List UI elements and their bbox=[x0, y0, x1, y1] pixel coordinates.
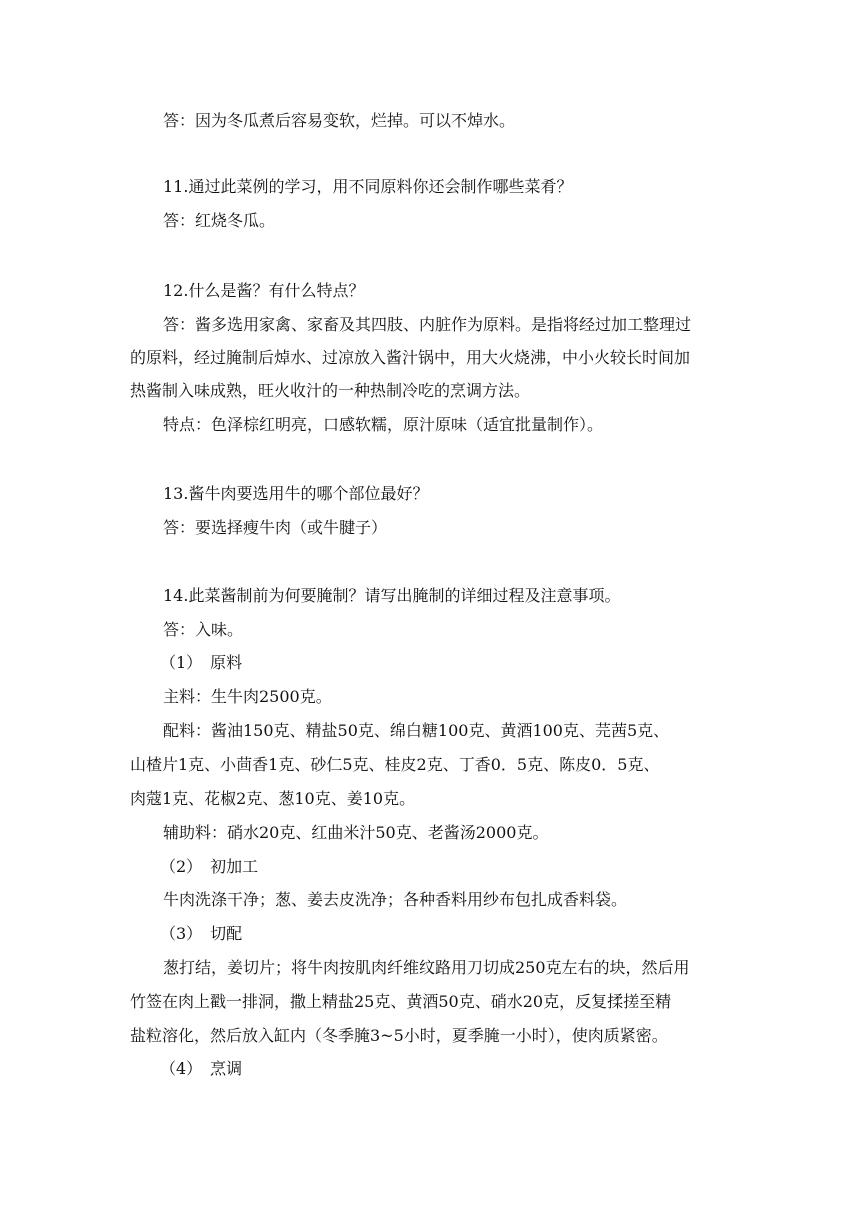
section-heading-1: （1） 原料 bbox=[160, 653, 243, 672]
cutting-line-1: 葱打结，姜切片；将牛肉按肌肉纤维纹路用刀切成250克左右的块，然后用 bbox=[163, 958, 690, 977]
question-14: 14.此菜酱制前为何要腌制？请写出腌制的详细过程及注意事项。 bbox=[163, 586, 621, 605]
cutting-line-2: 竹签在肉上戳一排洞，撒上精盐25克、黄酒50克、硝水20克，反复揉搓至精 bbox=[130, 992, 672, 1011]
answer-14: 答：入味。 bbox=[163, 620, 244, 639]
preprocessing-text: 牛肉洗涤干净；葱、姜去皮洗净；各种香料用纱布包扎成香料袋。 bbox=[163, 890, 628, 909]
answer-10: 答：因为冬瓜煮后容易变软，烂掉。可以不焯水。 bbox=[163, 111, 516, 130]
question-11: 11.通过此菜例的学习，用不同原料你还会制作哪些菜肴？ bbox=[163, 177, 573, 196]
answer-12-line-2: 的原料，经过腌制后焯水、过凉放入酱汁锅中，用大火烧沸，中小火较长时间加 bbox=[130, 348, 691, 367]
main-ingredient: 主料：生牛肉2500克。 bbox=[163, 687, 332, 706]
question-13: 13.酱牛肉要选用牛的哪个部位最好？ bbox=[163, 484, 429, 503]
question-12: 12.什么是酱？有什么特点？ bbox=[163, 281, 365, 300]
answer-12-features: 特点：色泽棕红明亮，口感软糯，原汁原味（适宜批量制作）。 bbox=[163, 415, 604, 434]
ingredients-line-1: 配料：酱油150克、精盐50克、绵白糖100克、黄酒100克、芫茜5克、 bbox=[163, 721, 670, 740]
section-heading-3: （3） 切配 bbox=[160, 924, 243, 943]
answer-12-line-1: 答：酱多选用家禽、家畜及其四肢、内脏作为原料。是指将经过加工整理过 bbox=[163, 315, 692, 334]
answer-11: 答：红烧冬瓜。 bbox=[163, 211, 276, 230]
answer-13: 答：要选择瘦牛肉（或牛腱子） bbox=[163, 518, 388, 537]
auxiliary-ingredients: 辅助料：硝水20克、红曲米汁50克、老酱汤2000克。 bbox=[163, 823, 549, 842]
ingredients-line-2: 山楂片1克、小茴香1克、砂仁5克、桂皮2克、丁香0．5克、陈皮0．5克、 bbox=[130, 755, 660, 774]
cutting-line-3: 盐粒溶化，然后放入缸内（冬季腌3~5小时，夏季腌一小时），使肉质紧密。 bbox=[130, 1026, 668, 1045]
section-heading-4: （4） 烹调 bbox=[160, 1059, 243, 1078]
ingredients-line-3: 肉蔻1克、花椒2克、葱10克、姜10克。 bbox=[130, 789, 416, 808]
section-heading-2: （2） 初加工 bbox=[160, 857, 259, 876]
answer-12-line-3: 热酱制入味成熟，旺火收汁的一种热制冷吃的烹调方法。 bbox=[130, 381, 531, 400]
